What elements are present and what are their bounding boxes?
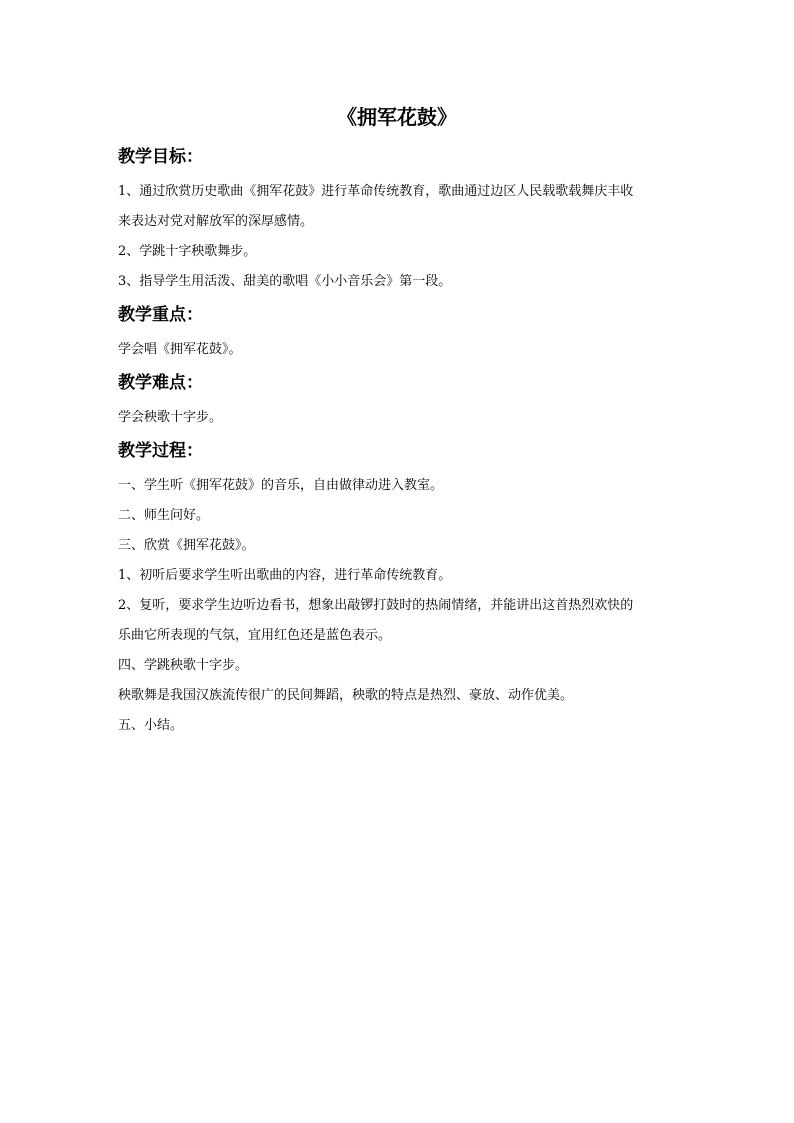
- section-heading-goals: 教学目标：: [118, 147, 203, 167]
- process-line-9: 五、小结。: [118, 718, 184, 733]
- process-line-4: 1、初听后要求学生听出歌曲的内容，进行革命传统教育。: [118, 568, 452, 583]
- spacer: [118, 169, 688, 177]
- document-body: [118, 145, 688, 741]
- section-heading-process: 教学过程：: [118, 441, 203, 461]
- process-line-8: 秧歌舞是我国汉族流传很广的民间舞蹈，秧歌的特点是热烈、豪放、动作优美。: [118, 688, 574, 703]
- goals-line-4: 3、指导学生用活泼、甜美的歌唱《小小音乐会》第一段。: [118, 274, 452, 289]
- goals-line-3: 2、学跳十字秧歌舞步。: [118, 244, 257, 259]
- process-line-5: 2、复听，要求学生边听边看书，想象出敲锣打鼓时的热闹情绪，并能讲出这首热烈欢快的: [118, 598, 634, 613]
- spacer: [118, 327, 688, 335]
- process-line-6: 乐曲它所表现的气氛，宜用红色还是蓝色表示。: [118, 628, 392, 643]
- process-line-3: 三、欣赏《拥军花鼓》。: [118, 538, 255, 553]
- process-line-2: 二、师生问好。: [118, 508, 210, 523]
- section-heading-key-points: 教学重点：: [118, 305, 203, 325]
- process-line-1: 一、学生听《拥军花鼓》的音乐，自由做律动进入教室。: [118, 478, 444, 493]
- difficulty-line-1: 学会秧歌十字步。: [118, 410, 223, 425]
- key-line-1: 学会唱《拥军花鼓》。: [118, 342, 242, 357]
- goals-line-1: 1、通过欣赏历史歌曲《拥军花鼓》进行革命传统教育，歌曲通过边区人民载歌载舞庆丰收: [118, 184, 634, 199]
- spacer: [118, 395, 688, 403]
- section-heading-difficulty: 教学难点：: [118, 373, 203, 393]
- document-title: 《拥军花鼓》: [337, 105, 457, 129]
- process-line-7: 四、学跳秧歌十字步。: [118, 658, 249, 673]
- goals-line-2: 来表达对党对解放军的深厚感情。: [118, 214, 314, 229]
- spacer: [118, 463, 688, 471]
